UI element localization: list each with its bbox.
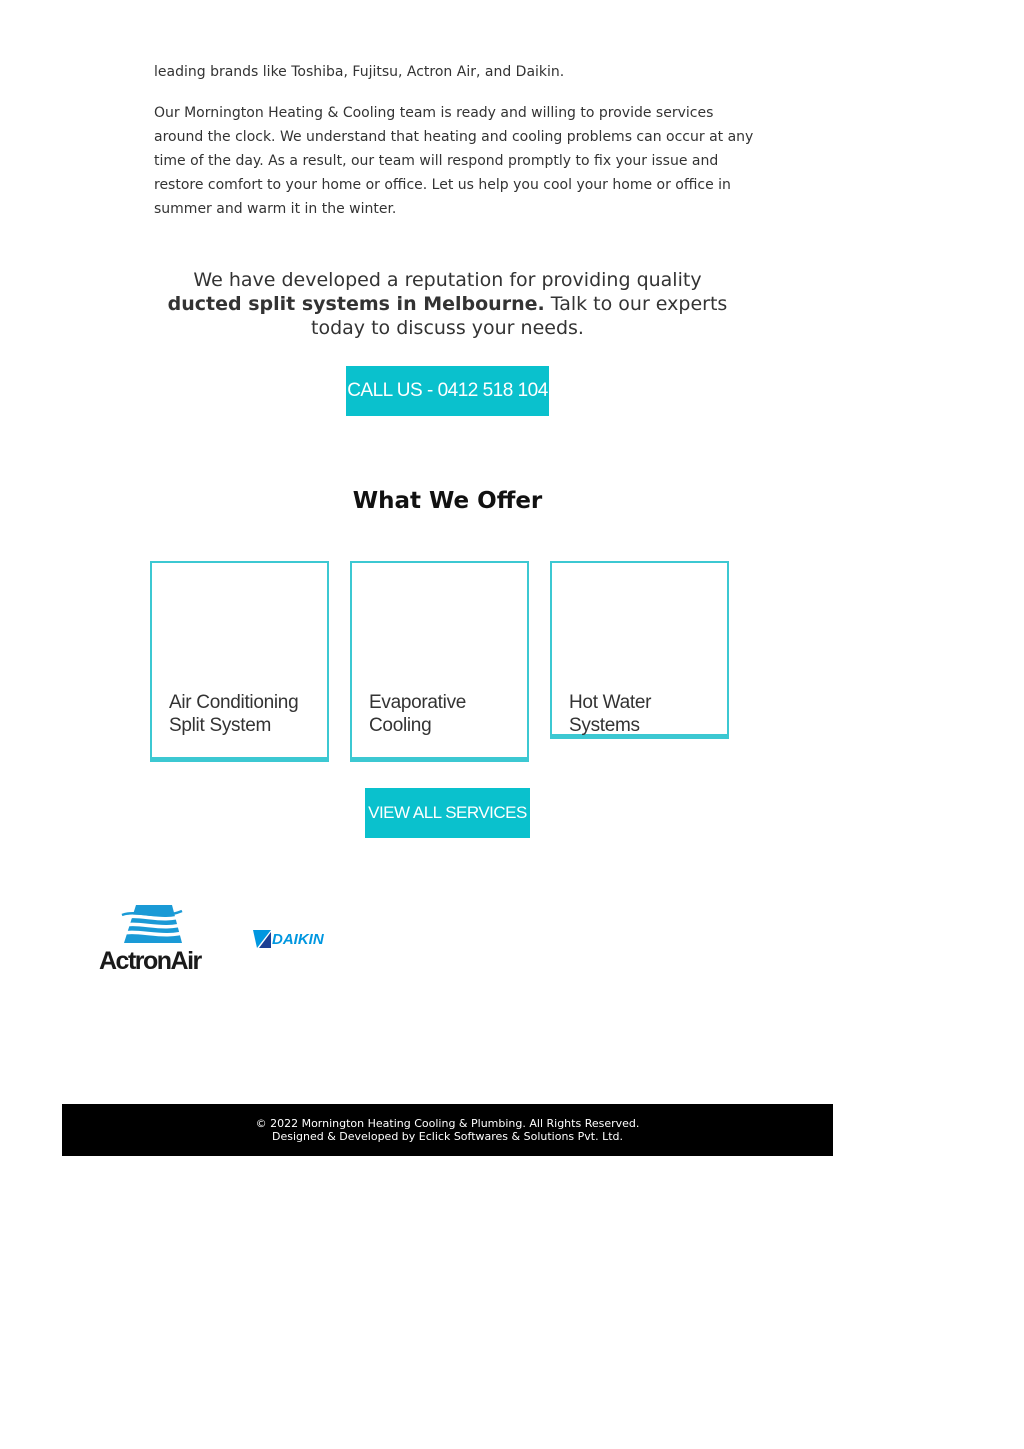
footer (62, 1104, 833, 1156)
what-we-offer-heading: What We Offer (352, 488, 543, 514)
intro-text-block (154, 60, 754, 221)
footer-credit: Designed & Developed by Eclick Softwares & Solutions Pvt. Ltd. (271, 1130, 624, 1143)
intro-paragraph: Our Mornington Heating & Cooling team is ready and willing to provide services around the clock. We understand that heating and cooling problems can occur at any time of the day. As a result, our team will respond promptly to fix your issue and restore comfort to your home or office. Let us help you cool your home or office in summer and warm it in the winter. (154, 105, 754, 217)
view-all-services-button[interactable]: VIEW ALL SERVICES (365, 788, 530, 838)
service-card-label[interactable]: Hot Water Systems (569, 692, 652, 736)
daikin-logo (253, 928, 347, 950)
footer-copyright: © 2022 Mornington Heating Cooling & Plumbing. All Rights Reserved. (255, 1117, 640, 1130)
reputation-bold-text: ducted split systems in Melbourne. (167, 293, 545, 315)
service-card-air-conditioning[interactable] (150, 561, 329, 762)
daikin-logo-text: DAIKIN (272, 931, 324, 948)
service-card-hot-water[interactable] (550, 561, 729, 739)
actronair-logo-text: ActronAir (99, 947, 201, 973)
service-card-evaporative-cooling[interactable] (350, 561, 529, 762)
reputation-text-after: Talk to our experts today to discuss your needs. (311, 293, 728, 339)
actronair-logo (98, 903, 210, 973)
call-us-button[interactable]: CALL US - 0412 518 104 (346, 366, 549, 416)
reputation-statement (150, 268, 745, 340)
reputation-text-before: We have developed a reputation for providing quality (193, 269, 702, 291)
intro-line: leading brands like Toshiba, Fujitsu, Actron Air, and Daikin. (154, 64, 565, 80)
service-card-label[interactable]: Evaporative Cooling (369, 692, 467, 736)
service-card-label[interactable]: Air Conditioning Split System (169, 692, 299, 736)
